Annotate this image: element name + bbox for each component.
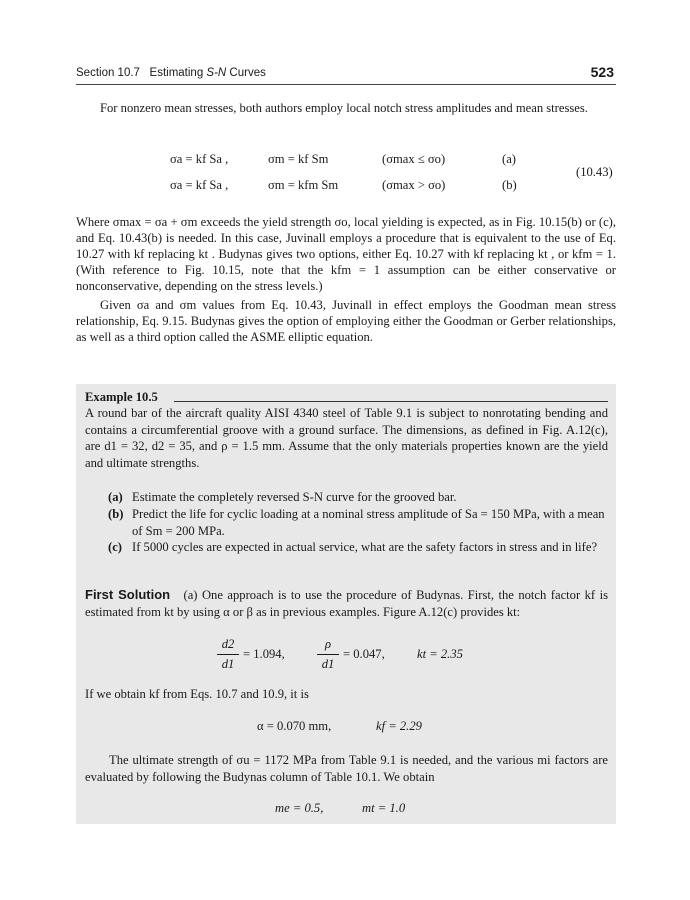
page-number: 523 (590, 64, 614, 80)
solution-heading: First Solution (85, 587, 171, 602)
header-rule (76, 84, 616, 85)
item-text: Predict the life for cyclic loading at a nominal stress amplitude of Sa = 150 MPa, with a mean of Sm = 200 MPa. (132, 507, 605, 538)
example-item-c (108, 539, 608, 556)
body-paragraph-2: Given σa and σm values from Eq. 10.43, Juvinall in effect employs the Goodman mean stress relationship, Eq. 9.15. Budynas gives the option of employing either the Goodman or Gerber relationships, as well as a third option called the ASME elliptic equation. (76, 298, 616, 344)
eq-10-43a-tag: (a) (502, 152, 516, 166)
example-statement: A round bar of the aircraft quality AISI 4340 steel of Table 9.1 is subject to nonrotating bending and contains a circumferential groove with a ground surface. The dimensions, as defined in Fig. A.12(c), are d1 = 32, d2 = 35, and ρ = 1.5 mm. Assume that the only materials properties known are the yield and ultimate strengths. (85, 406, 608, 470)
eq-10-43b-tag: (b) (502, 178, 517, 192)
eq-10-43a-condition: (σmax ≤ σo) (382, 152, 446, 166)
fraction-bar (317, 654, 339, 655)
fraction-d2-d1 (217, 637, 239, 672)
example-item-a (108, 489, 608, 506)
mt-value: mt = 1.0 (362, 801, 406, 815)
eq-10-43b-mean: σm = kfm Sm (268, 178, 339, 192)
solution-text: (a) One approach is to use the procedure of Budynas. First, the notch factor kf is estimated from kt by using α or β as in previous examples. Figure A.12(c) provides kt: (85, 588, 608, 619)
example-item-b (108, 506, 608, 539)
eq-10-43b-condition: (σmax > σo) (382, 178, 446, 192)
fraction-rho-d1 (317, 637, 339, 672)
fraction-denominator: d1 (221, 657, 235, 671)
section-title-italic: S-N (206, 67, 227, 79)
eq-10-43a-mean: σm = kf Sm (268, 152, 329, 166)
eq-10-43a-amplitude: σa = kf Sa , (170, 152, 229, 166)
body-paragraph-1: Where σmax = σa + σm exceeds the yield strength σo, local yielding is expected, as in Fig. 10.15(b) or (c), and Eq. 10.43(b) is needed. In this case, Juvinall employs a procedure that is equivalent to the use of Eq. 10.27 with kf replacing kt . Budynas gives two options, either Eq. 10.27 with kf replacing kt , or kfm = 1. (With reference to Fig. 10.15, note that the kfm = 1 assumption can be either conservative or nonconservative, depending on the stress levels.) (76, 215, 616, 293)
fraction-denominator: d1 (321, 657, 335, 671)
me-value: me = 0.5, (275, 801, 324, 815)
example-title-rule (174, 401, 608, 402)
section-number: Section 10.7 (76, 67, 140, 79)
kf-value: kf = 2.29 (376, 719, 422, 733)
section-title-pre: Estimating (149, 67, 207, 79)
ratio-d-value: = 1.094, (243, 647, 285, 661)
item-label: (c) (108, 540, 122, 554)
fraction-bar (217, 654, 239, 655)
example-title: Example 10.5 (85, 390, 158, 404)
kt-value: kt = 2.35 (417, 647, 463, 661)
alpha-value: α = 0.070 mm, (257, 719, 332, 733)
eq-10-43b-amplitude: σa = kf Sa , (170, 178, 229, 192)
solution-paragraph (85, 587, 608, 620)
section-title-post: Curves (226, 67, 266, 79)
ratio-rho-value: = 0.047, (343, 647, 385, 661)
intro-paragraph: For nonzero mean stresses, both authors employ local notch stress amplitudes and mean stresses. (100, 101, 588, 115)
fraction-numerator: ρ (324, 637, 332, 651)
item-text: If 5000 cycles are expected in actual service, what are the safety factors in stress and in life? (132, 540, 598, 554)
kf-intro: If we obtain kf from Eqs. 10.7 and 10.9, it is (85, 687, 309, 701)
equation-number: (10.43) (576, 165, 613, 179)
item-text: Estimate the completely reversed S-N curve for the grooved bar. (132, 490, 457, 504)
item-label: (b) (108, 507, 124, 521)
fraction-numerator: d2 (221, 637, 235, 651)
running-header (76, 67, 266, 79)
ultimate-strength-paragraph: The ultimate strength of σu = 1172 MPa from Table 9.1 is needed, and the various mi factors are evaluated by following the Budynas column of Table 10.1. We obtain (85, 753, 608, 784)
item-label: (a) (108, 490, 123, 504)
